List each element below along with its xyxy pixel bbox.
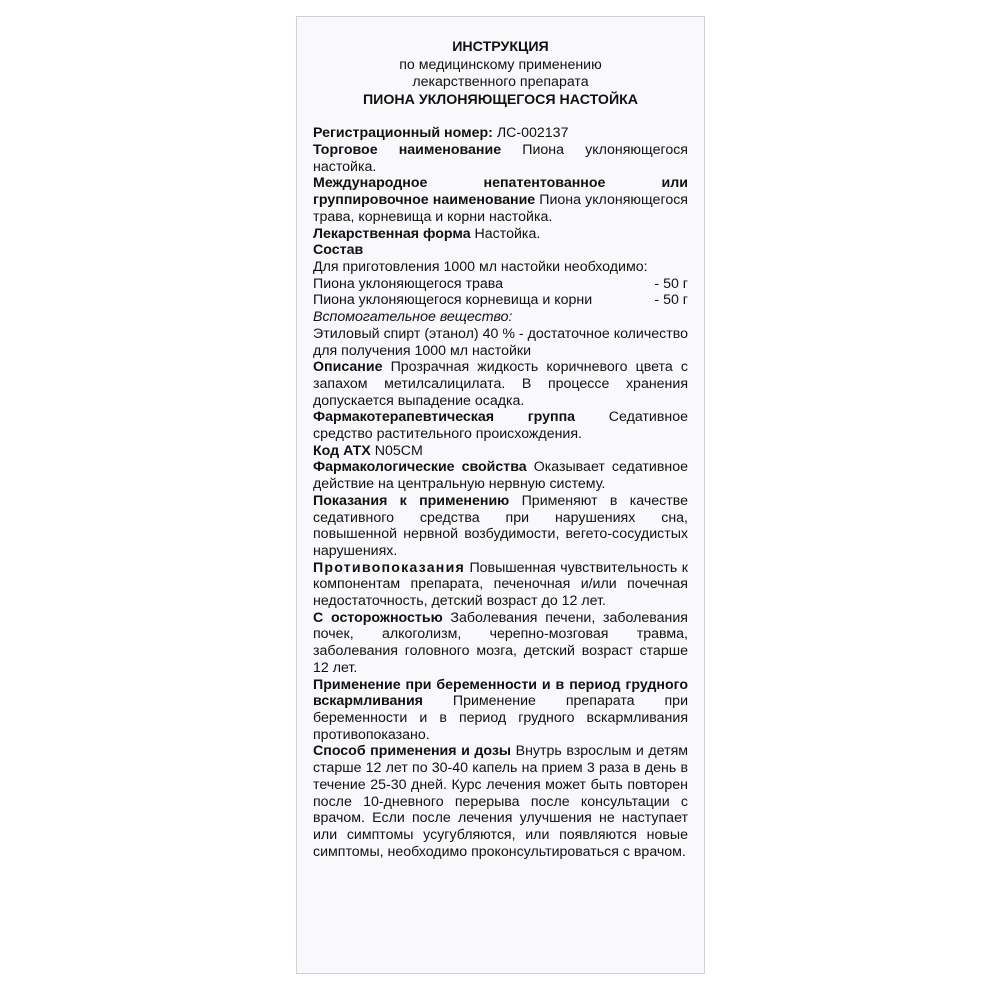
indications-value: Применяют в качестве седативного средства при нарушениях сна, повышенной нервной возбудимости, вегето-сосудистых нарушениях.: [313, 492, 689, 559]
section-dosage: [313, 743, 688, 860]
dosage-form-value: Настойка.: [470, 225, 541, 242]
trade-name-label: Торговое наименование: [313, 142, 502, 159]
section-indications: [313, 493, 688, 560]
section-contraindications: [313, 560, 688, 610]
dosage-label: Способ применения и дозы: [313, 743, 512, 760]
section-inn: [313, 175, 688, 225]
composition-item: [313, 276, 688, 293]
caution-label: С осторожностью: [313, 609, 443, 626]
inn-label: Международное непатентованное или группировочное наименование: [313, 175, 688, 209]
leaflet-body: [313, 125, 688, 860]
section-properties: [313, 459, 688, 492]
contraindications-label: Противопоказания: [313, 559, 465, 576]
composition-item-amount: - 50 г: [654, 292, 688, 309]
section-description: [313, 359, 688, 409]
trade-name-value: Пиона уклоняющегося настойка.: [313, 142, 688, 175]
excipient-text: Этиловый спирт (этанол) 40 % - достаточное количество для получения 1000 мл настойки: [313, 325, 688, 359]
description-label: Описание: [313, 359, 383, 376]
dosage-value: Внутрь взрослым и детям старше 12 лет по 30-40 капель на прием 3 раза в день в течение 25-30 дней. Курс лечения может быть повторен после 10-дневного перерыва после консультации с врачом. Если после лечения улучшения не наступает или симптомы усугубляются, или появляются новые симптомы, необходимо проконсультироваться с врачом.: [313, 743, 689, 860]
leaflet-subtitle-line1: по медицинскому применению: [399, 56, 602, 73]
product-name: ПИОНА УКЛОНЯЮЩЕГОСЯ НАСТОЙКА: [362, 91, 639, 108]
composition-intro: Для приготовления 1000 мл настойки необходимо:: [313, 259, 648, 275]
composition-item: [313, 292, 688, 309]
description-value: Прозрачная жидкость коричневого цвета с запахом метилсалицилата. В процессе хранения допускается выпадение осадка.: [313, 359, 688, 409]
leaflet-title: ИНСТРУКЦИЯ: [452, 39, 549, 55]
composition-item-name: Пиона уклоняющегося корневища и корни: [313, 292, 593, 309]
atc-value: N05CM: [370, 442, 423, 459]
leaflet-subtitle-line2: лекарственного препарата: [412, 74, 589, 91]
section-registration: [313, 125, 688, 142]
leaflet-header: [313, 39, 688, 109]
registration-label: Регистрационный номер:: [313, 125, 493, 142]
properties-value: Оказывает седативное действие на центральную нервную систему.: [313, 459, 688, 493]
composition-label: Состав: [313, 242, 364, 259]
dosage-form-label: Лекарственная форма: [313, 225, 471, 242]
registration-value: ЛС-002137: [492, 125, 569, 142]
section-caution: [313, 610, 688, 677]
instruction-leaflet: [296, 16, 705, 974]
composition-item-name: Пиона уклоняющегося трава: [313, 275, 504, 292]
caution-value: Заболевания печени, заболевания почек, алкоголизм, черепно-мозговая травма, заболевания головного мозга, детский возраст старше 12 лет.: [313, 609, 688, 676]
atc-label: Код АТХ: [313, 442, 371, 459]
section-trade-name: [313, 142, 688, 175]
indications-label: Показания к применению: [313, 492, 510, 509]
composition-item-amount: - 50 г: [654, 275, 688, 292]
pharm-group-label: Фармакотерапевтическая группа: [313, 409, 576, 426]
section-pregnancy: [313, 677, 688, 744]
pharm-group-value: Седативное средство растительного происхождения.: [313, 409, 689, 443]
inn-value: Пиона уклоняющегося трава, корневища и корни настойка.: [313, 192, 688, 225]
excipient-label: Вспомогательное вещество:: [313, 309, 513, 326]
pregnancy-value: Применение препарата при беременности и в период грудного вскармливания противопоказано.: [313, 693, 688, 743]
section-dosage-form: [313, 226, 688, 243]
section-pharm-group: [313, 409, 688, 442]
contraindications-value: Повышенная чувствительность к компонентам препарата, печеночная и/или почечная недостаточность, детский возраст до 12 лет.: [313, 559, 688, 610]
pregnancy-label: Применение при беременности и в период грудного вскармливания: [313, 676, 688, 710]
section-atc: [313, 443, 688, 460]
properties-label: Фармакологические свойства: [313, 459, 527, 476]
